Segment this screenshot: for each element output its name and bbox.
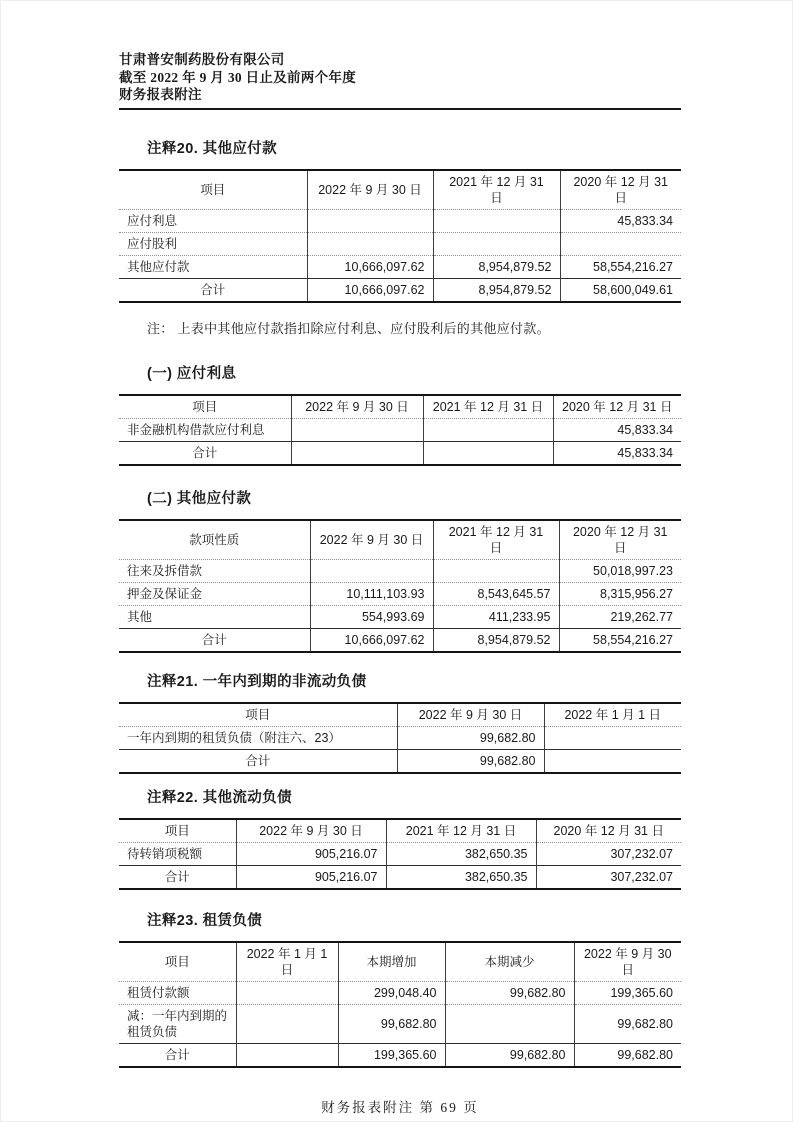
cell-value (433, 559, 559, 582)
column-header: 2022 年 9 月 30 日 (236, 819, 386, 843)
cell-value: 905,216.07 (236, 865, 386, 889)
row-label: 合计 (119, 1043, 236, 1067)
column-header: 2020 年 12 月 31 日 (536, 819, 681, 843)
column-header: 项目 (245, 707, 271, 722)
note22-table (119, 818, 681, 890)
cell-value (291, 441, 423, 465)
row-label: 合计 (119, 865, 236, 889)
total-row (119, 628, 681, 652)
cell-value: 99,682.80 (574, 1004, 681, 1043)
cell-value (433, 232, 560, 255)
cell-value: 10,111,103.93 (310, 582, 433, 605)
row-label: 合计 (119, 628, 310, 652)
row-label: 应付利息 (119, 209, 307, 232)
row-label: 合计 (119, 278, 307, 302)
column-header: 2022 年 9 月 30 日 (291, 395, 423, 419)
total-row (119, 1043, 681, 1067)
column-header: 2021 年 12 月 31 日 (423, 395, 553, 419)
other-payables-table (119, 519, 681, 653)
note22-title: 注释22. 其他流动负债 (147, 789, 292, 806)
cell-value (423, 418, 553, 441)
table-row (119, 842, 681, 865)
note23-table (119, 941, 681, 1068)
table-header-row (119, 703, 681, 727)
cell-value: 58,554,216.27 (560, 255, 681, 278)
cell-value: 99,682.80 (445, 1043, 574, 1067)
table-header-row (119, 395, 681, 419)
cell-value (544, 726, 681, 749)
cell-value: 8,315,956.27 (559, 582, 681, 605)
column-header: 2022 年 9 月 30 日 (574, 942, 681, 982)
table-row (119, 582, 681, 605)
cell-value: 99,682.80 (574, 1043, 681, 1067)
cell-value: 382,650.35 (386, 865, 536, 889)
note20-sub2-title: (二) 其他应付款 (147, 490, 252, 507)
cell-value: 50,018,997.23 (559, 559, 681, 582)
table-header-row (119, 819, 681, 843)
cell-value (544, 749, 681, 773)
cell-value (236, 1004, 338, 1043)
column-header: 2022 年 9 月 30 日 (307, 170, 433, 210)
table-row (119, 1004, 681, 1043)
cell-value (445, 1004, 574, 1043)
cell-value: 99,682.80 (397, 749, 544, 773)
table-row (119, 209, 681, 232)
cell-value (307, 209, 433, 232)
row-label: 一年内到期的租赁负债（附注六、23） (119, 726, 397, 749)
cell-value: 99,682.80 (445, 981, 574, 1004)
cell-value: 307,232.07 (536, 842, 681, 865)
cell-value (307, 232, 433, 255)
cell-value: 307,232.07 (536, 865, 681, 889)
note21-table (119, 702, 681, 774)
note20-sub1-title: (一) 应付利息 (147, 365, 237, 382)
total-row (119, 278, 681, 302)
table-row (119, 418, 681, 441)
cell-value: 99,682.80 (338, 1004, 445, 1043)
cell-value: 219,262.77 (559, 605, 681, 628)
column-header: 款项性质 (189, 532, 240, 547)
cell-value: 10,666,097.62 (307, 255, 433, 278)
column-header: 本期减少 (445, 942, 574, 982)
column-header: 2021 年 12 月 31 日 (433, 520, 559, 560)
note20-remark: 注： 上表中其他应付款指扣除应付利息、应付股利后的其他应付款。 (147, 320, 550, 336)
cell-value: 8,954,879.52 (433, 278, 560, 302)
cell-value: 8,954,879.52 (433, 628, 559, 652)
cell-value: 58,554,216.27 (559, 628, 681, 652)
cell-value: 45,833.34 (553, 441, 681, 465)
cell-value (423, 441, 553, 465)
column-header: 2020 年 12 月 31 日 (553, 395, 681, 419)
cell-value: 10,666,097.62 (307, 278, 433, 302)
table-row (119, 605, 681, 628)
row-label: 减：一年内到期的租赁负债 (119, 1004, 236, 1043)
row-label: 合计 (119, 441, 291, 465)
table-row (119, 232, 681, 255)
column-header: 2020 年 12 月 31 日 (559, 520, 681, 560)
row-label: 应付股利 (119, 232, 307, 255)
note23-title: 注释23. 租赁负债 (147, 912, 263, 929)
note21-title: 注释21. 一年内到期的非流动负债 (147, 673, 367, 690)
row-label: 押金及保证金 (119, 582, 310, 605)
interest-payable-table (119, 394, 681, 466)
table-row (119, 559, 681, 582)
cell-value: 411,233.95 (433, 605, 559, 628)
column-header: 项目 (164, 954, 190, 969)
cell-value (433, 209, 560, 232)
document-title: 财务报表附注 (119, 87, 202, 102)
cell-value (291, 418, 423, 441)
column-header: 本期增加 (338, 942, 445, 982)
column-header: 2022 年 9 月 30 日 (310, 520, 433, 560)
row-label: 合计 (119, 749, 397, 773)
cell-value: 299,048.40 (338, 981, 445, 1004)
company-name: 甘肃普安制药股份有限公司 (119, 52, 285, 67)
column-header: 项目 (200, 182, 226, 197)
table-header-row (119, 520, 681, 560)
table-row (119, 726, 681, 749)
table-header-row (119, 942, 681, 982)
total-row (119, 441, 681, 465)
table-row (119, 255, 681, 278)
column-header: 项目 (164, 823, 190, 838)
cell-value: 10,666,097.62 (310, 628, 433, 652)
cell-value: 45,833.34 (560, 209, 681, 232)
cell-value (236, 1043, 338, 1067)
report-period: 截至 2022 年 9 月 30 日止及前两个年度 (119, 69, 356, 85)
note20-title: 注释20. 其他应付款 (147, 140, 278, 157)
row-label: 待转销项税额 (119, 842, 236, 865)
total-row (119, 865, 681, 889)
column-header: 2021 年 12 月 31 日 (386, 819, 536, 843)
row-label: 其他应付款 (119, 255, 307, 278)
table-row (119, 981, 681, 1004)
table-header-row (119, 170, 681, 210)
cell-value: 905,216.07 (236, 842, 386, 865)
cell-value: 58,600,049.61 (560, 278, 681, 302)
cell-value: 382,650.35 (386, 842, 536, 865)
column-header: 2022 年 9 月 30 日 (397, 703, 544, 727)
column-header: 2022 年 1 月 1 日 (544, 703, 681, 727)
row-label: 其他 (119, 605, 310, 628)
cell-value (560, 232, 681, 255)
column-header: 2020 年 12 月 31 日 (560, 170, 681, 210)
page-footer: 财务报表附注 第 69 页 (321, 1099, 479, 1115)
document-header (119, 51, 681, 104)
row-label: 非金融机构借款应付利息 (119, 418, 291, 441)
cell-value: 8,954,879.52 (433, 255, 560, 278)
cell-value: 554,993.69 (310, 605, 433, 628)
header-divider (119, 108, 681, 110)
cell-value: 8,543,645.57 (433, 582, 559, 605)
total-row (119, 749, 681, 773)
cell-value (310, 559, 433, 582)
column-header: 2022 年 1 月 1 日 (236, 942, 338, 982)
cell-value: 199,365.60 (574, 981, 681, 1004)
cell-value: 99,682.80 (397, 726, 544, 749)
row-label: 租赁付款额 (119, 981, 236, 1004)
cell-value (236, 981, 338, 1004)
note20-table (119, 169, 681, 303)
row-label: 往来及拆借款 (119, 559, 310, 582)
column-header: 2021 年 12 月 31 日 (433, 170, 560, 210)
cell-value: 45,833.34 (553, 418, 681, 441)
cell-value: 199,365.60 (338, 1043, 445, 1067)
column-header: 项目 (192, 399, 218, 414)
